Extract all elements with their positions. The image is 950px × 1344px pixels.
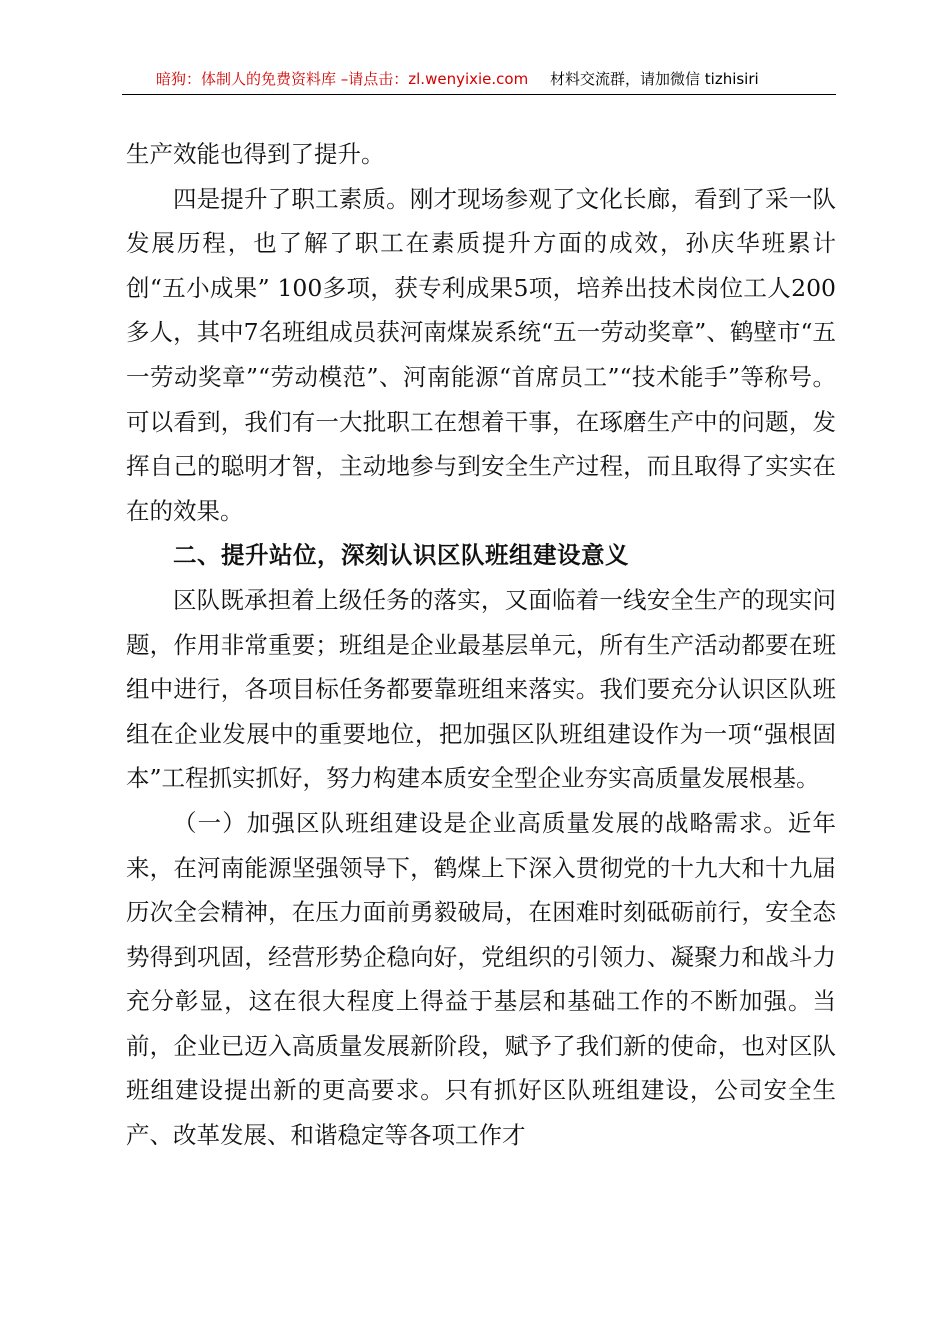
paragraph-strategic-need: （一）加强区队班组建设是企业高质量发展的战略需求。近年来，在河南能源坚强领导下，鹤煤上下深入贯彻党的十九大和十九届历次全会精神，在压力面前勇毅破局，在困难时刻砥砺前行，安全态势得到巩固，经营形势企稳向好，党组织的引领力、凝聚力和战斗力充分彰显，这在很大程度上得益于基层和基础工作的不断加强。当前，企业已迈入高质量发展新阶段，赋予了我们新的使命，也对区队班组建设提出新的更高要求。只有抓好区队班组建设，公司安全生产、改革发展、和谐稳定等各项工作才 — [126, 808, 836, 1150]
section-heading: 二、提升站位，深刻认识区队班组建设意义 — [173, 541, 629, 570]
header-wechat-note: 材料交流群，请加微信 tizhisiri — [550, 70, 759, 88]
header-resource-link[interactable]: 暗狗：体制人的免费资料库 –请点击：zl.wenyixie.com — [156, 70, 529, 88]
paragraph-team-significance: 区队既承担着上级任务的落实，又面临着一线安全生产的现实问题，作用非常重要；班组是企业最基层单元，所有生产活动都要在班组中进行，各项目标任务都要靠班组来落实。我们要充分认识区队班组在企业发展中的重要地位，把加强区队班组建设作为一项“强根固本”工程抓实抓好，努力构建本质安全型企业夯实高质量发展根基。 — [126, 585, 836, 793]
paragraph-staff-quality: 四是提升了职工素质。刚才现场参观了文化长廊，看到了采一队发展历程，也了解了职工在素质提升方面的成效，孙庆华班累计创“五小成果” 100多项，获专利成果5项，培养出技术岗位工人200多人，其中7名班组成员获河南煤炭系统“五一劳动奖章”、鹤壁市“五一劳动奖章”“劳动模范”、河南能源“首席员工”“技术能手”等称号。可以看到，我们有一大批职工在想着干事，在琢磨生产中的问题，发挥自己的聪明才智，主动地参与到安全生产过程，而且取得了实实在在的效果。 — [126, 184, 836, 525]
document-body — [126, 132, 836, 1158]
page-header — [122, 62, 836, 95]
paragraph-continuation: 生产效能也得到了提升。 — [126, 140, 385, 168]
